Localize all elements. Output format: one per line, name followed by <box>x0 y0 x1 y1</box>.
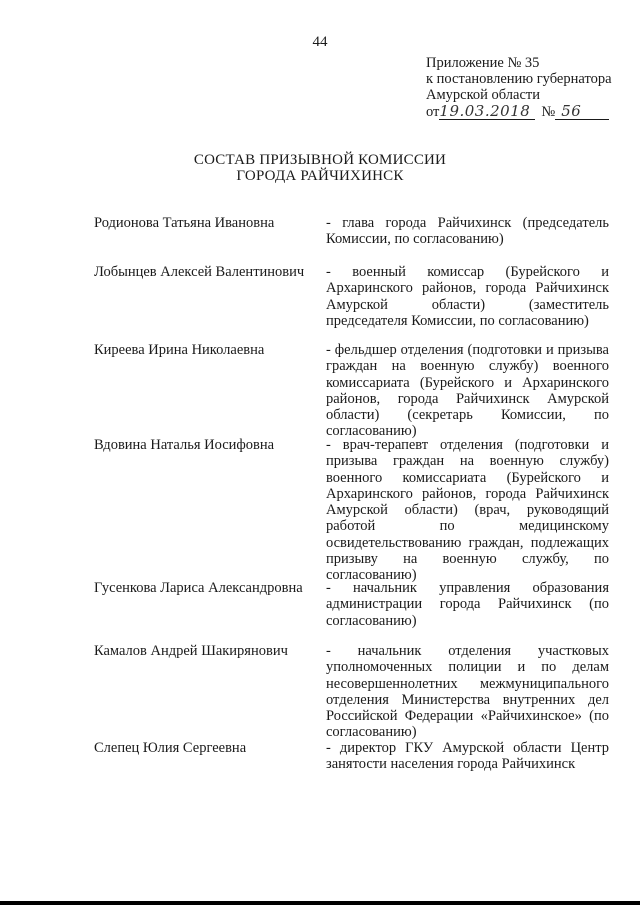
number-prefix: № <box>541 104 556 120</box>
date-prefix: от <box>426 104 440 120</box>
member-name: Слепец Юлия Сергеевна <box>94 740 247 756</box>
member-role: - начальник управления образования администрации города Райчихинск (по согласованию) <box>326 580 609 629</box>
member-role: - врач-терапевт отделения (подготовки и призыва граждан на военную службу) военного комиссариата (Бурейского и Архаринского районов, города Райчихинск Амурской области) (врач, руководящий работой по медицинскому освидетельствованию граждан, подлежащих призыву на военную службу, по согласованию) <box>326 437 609 584</box>
member-name: Родионова Татьяна Ивановна <box>94 215 275 231</box>
member-role: - глава города Райчихинск (председатель Комиссии, по согласованию) <box>326 215 609 248</box>
appendix-line-3: Амурской области <box>426 87 540 103</box>
member-name: Камалов Андрей Шакирянович <box>94 643 288 659</box>
document-title <box>0 152 640 184</box>
page-number: 44 <box>312 34 328 50</box>
member-name: Гусенкова Лариса Александровна <box>94 580 303 596</box>
member-role: - директор ГКУ Амурской области Центр занятости населения города Райчихинск <box>326 740 609 773</box>
member-name: Лобынцев Алексей Валентинович <box>94 264 305 280</box>
member-role: - фельдшер отделения (подготовки и призыва граждан на военную службу) военного комиссариата (Бурейского и Архаринского районов, города Райчихинск Амурской области) (секретарь Комиссии, по согласованию) <box>326 342 609 440</box>
scan-bottom-edge <box>0 901 640 905</box>
member-role: - начальник отделения участковых уполномоченных полиции и по делам несовершеннолетних межмуниципального отделения Министерства внутренних дел Российской Федерации «Райчихинское» (по согласованию) <box>326 643 609 741</box>
title-line-1: СОСТАВ ПРИЗЫВНОЙ КОМИССИИ <box>193 152 447 168</box>
member-role: - военный комиссар (Бурейского и Архаринского районов, города Райчихинск Амурской области) (заместитель председателя Комиссии, по согласованию) <box>326 264 609 329</box>
appendix-date-line <box>426 103 612 120</box>
member-name: Киреева Ирина Николаевна <box>94 342 265 358</box>
member-name: Вдовина Наталья Иосифовна <box>94 437 275 453</box>
handwritten-date: 19.03.2018 <box>439 103 535 120</box>
title-line-2: ГОРОДА РАЙЧИХИНСК <box>236 168 404 184</box>
appendix-line-1: Приложение № 35 <box>426 55 540 71</box>
appendix-line-2: к постановлению губернатора <box>426 71 612 87</box>
handwritten-number: 56 <box>555 103 609 120</box>
appendix-header <box>426 55 612 120</box>
